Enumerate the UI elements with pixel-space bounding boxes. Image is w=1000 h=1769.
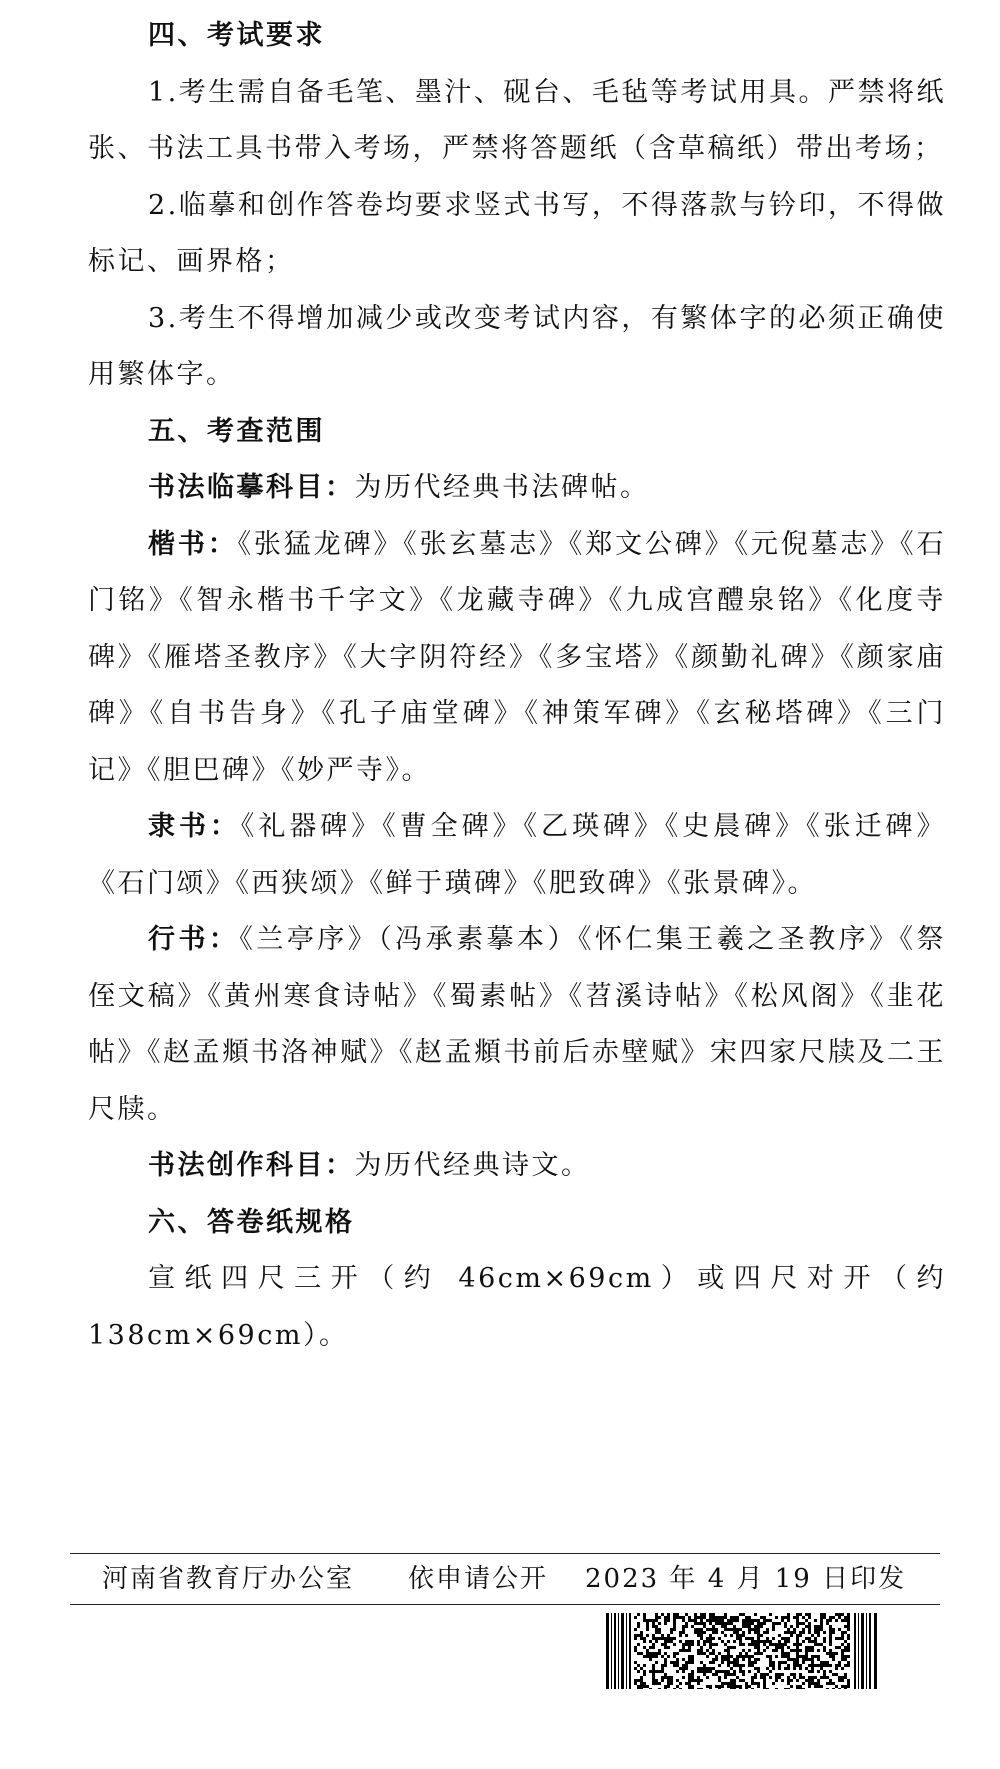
xing-script-paragraph bbox=[88, 912, 946, 1138]
kai-script-list: 《张猛龙碑》《张玄墓志》《郑文公碑》《元倪墓志》《石门铭》《智永楷书千字文》《龙藏寺碑》《九成宫醴泉铭》《化度寺碑》《雁塔圣教序》《大字阴符经》《多宝塔》《颜勤礼碑》《颜家庙碑》《自书告身》《孔子庙堂碑》《神策军碑》《玄秘塔碑》《三门记》《胆巴碑》《妙严寺》。 bbox=[88, 528, 947, 786]
xing-script-list: 《兰亭序》（冯承素摹本）《怀仁集王羲之圣教序》《祭侄文稿》《黄州寒食诗帖》《蜀素帖》《苕溪诗帖》《松风阁》《韭花帖》《赵孟頫书洛神赋》《赵孟頫书前后赤壁赋》宋四家尺牍及二王尺牍。 bbox=[88, 924, 947, 1125]
section-heading-exam-scope: 五、考查范围 bbox=[148, 415, 325, 447]
copy-subject-lead: 书法临摹科目： bbox=[148, 472, 355, 503]
kai-script-paragraph bbox=[88, 517, 946, 800]
requirement-item-1: 1.考生需自备毛笔、墨汁、砚台、毛毡等考试用具。严禁将纸张、书法工具书带入考场，严禁将答题纸（含草稿纸）带出考场； bbox=[88, 76, 946, 164]
create-subject-text: 为历代经典诗文。 bbox=[354, 1150, 591, 1181]
copy-subject-text: 为历代经典书法碑帖。 bbox=[354, 472, 650, 503]
section-heading-exam-requirements: 四、考试要求 bbox=[148, 20, 325, 51]
requirement-item-3: 3.考生不得增加减少或改变考试内容，有繁体字的必须正确使用繁体字。 bbox=[88, 302, 946, 390]
requirement-item-2: 2.临摹和创作答卷均要求竖式书写，不得落款与钤印，不得做标记、画界格； bbox=[88, 189, 946, 277]
footer-disclosure: 依申请公开 bbox=[408, 1564, 549, 1594]
document-body bbox=[88, 8, 946, 1364]
li-script-list: 《礼器碑》《曹全碑》《乙瑛碑》《史晨碑》《张迁碑》《石门颂》《西狭颂》《鲜于璜碑》《肥致碑》《张景碑》。 bbox=[88, 811, 947, 899]
barcode-qr-icon bbox=[606, 1613, 878, 1689]
li-script-lead: 隶书： bbox=[148, 811, 241, 842]
copy-subject-paragraph bbox=[88, 460, 946, 517]
kai-script-lead: 楷书： bbox=[148, 528, 238, 560]
paper-spec-text: 宣纸四尺三开（约 46cm×69cm）或四尺对开（约 138cm×69cm）。 bbox=[88, 1263, 946, 1351]
xing-script-lead: 行书： bbox=[148, 924, 240, 955]
section-heading-paper-spec: 六、答卷纸规格 bbox=[148, 1206, 355, 1238]
create-subject-lead: 书法创作科目： bbox=[148, 1150, 355, 1181]
footer-office: 河南省教育厅办公室 bbox=[102, 1564, 355, 1594]
create-subject-paragraph bbox=[88, 1138, 946, 1195]
footer-issue-date: 2023 年 4 月 19 日印发 bbox=[585, 1564, 907, 1594]
issuance-footer bbox=[70, 1553, 940, 1605]
li-script-paragraph bbox=[88, 799, 946, 912]
